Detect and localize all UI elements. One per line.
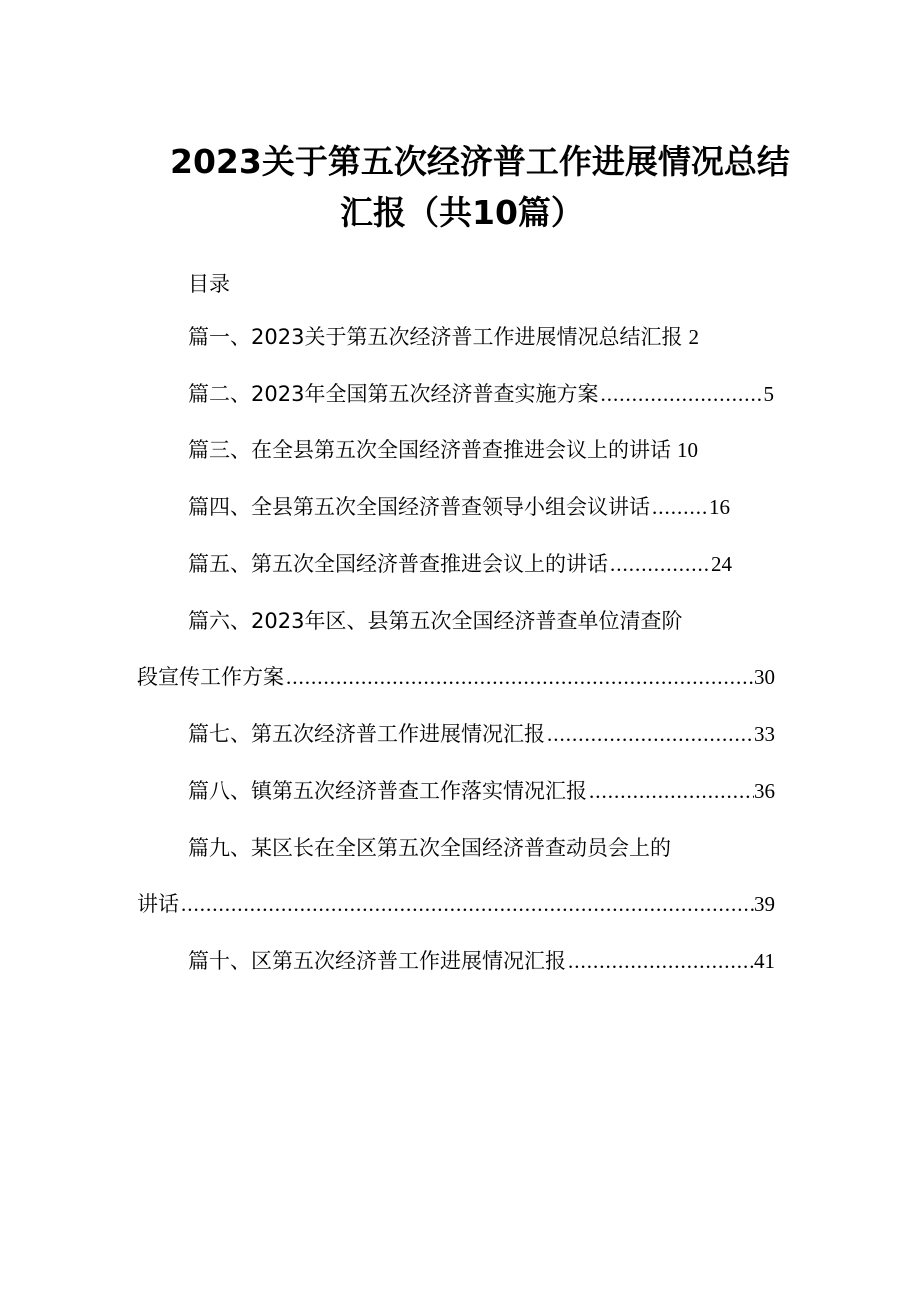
toc-entry-text: 篇一、2023关于第五次经济普工作进展情况总结汇报 (188, 325, 683, 349)
toc-entry-text: 篇六、2023年区、县第五次全国经济普查单位清查阶 (188, 609, 683, 633)
toc-heading: 目录 (188, 272, 230, 296)
toc-leader-dots (608, 549, 711, 579)
toc-entry-text: 篇三、在全县第五次全国经济普查推进会议上的讲话 (188, 438, 671, 462)
toc-entry-page: 30 (754, 665, 775, 689)
toc-entry-6-line-1[interactable] (188, 606, 682, 636)
toc-entry-text: 篇五、第五次全国经济普查推进会议上的讲话 (188, 552, 608, 576)
toc-entry-5[interactable] (188, 549, 732, 579)
toc-leader-dots (284, 662, 754, 692)
toc-entry-9-line-2[interactable] (137, 889, 775, 919)
toc-entry-6-line-2[interactable] (137, 662, 775, 692)
toc-entry-4[interactable] (188, 492, 730, 522)
toc-entry-page: 24 (711, 552, 732, 576)
toc-entry-page: 39 (754, 892, 775, 916)
toc-entry-text: 篇四、全县第五次全国经济普查领导小组会议讲话 (188, 495, 650, 519)
toc-leader-dots (598, 379, 763, 409)
toc-entry-2[interactable] (188, 379, 774, 409)
toc-entry-7[interactable] (188, 719, 775, 749)
toc-entry-9-line-1[interactable] (188, 833, 671, 863)
toc-leader-dots (587, 776, 754, 806)
document-title-line-2: 汇报（共10篇） (340, 193, 584, 232)
toc-entry-text: 篇七、第五次经济普工作进展情况汇报 (188, 722, 545, 746)
toc-entry-page: 2 (688, 325, 699, 349)
toc-entry-1[interactable] (188, 322, 699, 352)
toc-entry-page: 33 (754, 722, 775, 746)
toc-entry-10[interactable] (188, 946, 775, 976)
document-title-line-1: 2023关于第五次经济普工作进展情况总结 (170, 142, 790, 181)
toc-entry-page: 16 (709, 495, 730, 519)
toc-entry-page: 36 (754, 779, 775, 803)
toc-entry-page: 5 (763, 382, 774, 406)
toc-entry-text: 篇二、2023年全国第五次经济普查实施方案 (188, 382, 599, 406)
toc-entry-page: 41 (754, 949, 775, 973)
toc-entry-page: 10 (677, 438, 698, 462)
toc-entry-text: 篇十、区第五次经济普工作进展情况汇报 (188, 949, 566, 973)
toc-entry-text: 讲话 (137, 892, 179, 916)
toc-leader-dots (179, 889, 754, 919)
toc-leader-dots (566, 946, 754, 976)
toc-entry-8[interactable] (188, 776, 775, 806)
toc-entry-text: 篇八、镇第五次经济普查工作落实情况汇报 (188, 779, 587, 803)
toc-entry-text: 篇九、某区长在全区第五次全国经济普查动员会上的 (188, 836, 671, 860)
toc-leader-dots (650, 492, 709, 522)
toc-entry-3[interactable] (188, 435, 698, 465)
toc-leader-dots (545, 719, 754, 749)
toc-entry-text: 段宣传工作方案 (137, 665, 284, 689)
